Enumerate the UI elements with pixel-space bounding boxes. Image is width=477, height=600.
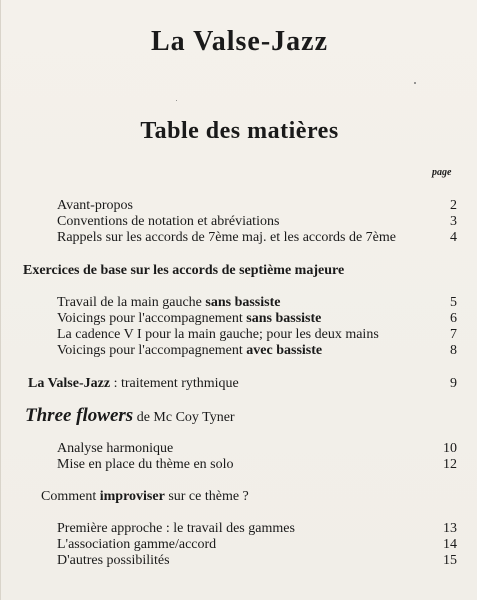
toc-entry-label: L'association gamme/accord: [57, 537, 217, 552]
book-title: La Valse-Jazz: [150, 26, 329, 57]
toc-entry-label: Première approche : le travail des gammes: [57, 521, 295, 536]
section-title-bold: La Valse-Jazz: [28, 376, 111, 391]
entry-emphasis: sans bassiste: [246, 311, 322, 326]
toc-entry-label: [57, 311, 321, 327]
toc-entry-label: [57, 295, 280, 311]
toc-entry-page: 14: [443, 537, 457, 552]
section-title-rest: : traitement rythmique: [110, 376, 239, 391]
toc-entry-label: Conventions de notation et abréviations: [57, 214, 280, 229]
toc-entry-page: 9: [450, 376, 457, 391]
piece-title: Three flowers: [25, 405, 134, 426]
section-title-pre: Comment: [41, 489, 100, 504]
toc-entry-page: 7: [450, 327, 457, 342]
section-heading-three-flowers: [25, 405, 235, 427]
section-heading-valse-jazz: [28, 376, 239, 392]
section-heading-improviser: [41, 489, 249, 505]
toc-entry-page: 5: [450, 295, 457, 310]
entry-text: Travail de la main gauche: [57, 295, 206, 310]
toc-entry-label: [57, 327, 379, 343]
entry-text: La cadence V I pour la main gauche; pour les deux mains: [57, 327, 379, 342]
toc-entry-page: 4: [450, 230, 457, 245]
entry-text: Voicings pour l'accompagnement: [57, 311, 247, 326]
toc-entry-label: Avant-propos: [57, 198, 133, 213]
toc-entry-page: 13: [443, 521, 457, 536]
paper-speck: [176, 100, 177, 101]
section-heading-exercices: Exercices de base sur les accords de septième majeure: [23, 263, 345, 278]
entry-emphasis: avec bassiste: [246, 343, 323, 358]
toc-entry-page: 3: [450, 214, 457, 229]
toc-entry-page: 6: [450, 311, 457, 326]
entry-text: Voicings pour l'accompagnement: [57, 343, 247, 358]
section-title-bold: improviser: [99, 489, 165, 504]
entry-emphasis: sans bassiste: [205, 295, 281, 310]
toc-entry-page: 2: [450, 198, 457, 213]
toc-entry-page: 8: [450, 343, 457, 358]
toc-entry-label: Rappels sur les accords de 7ème maj. et les accords de 7ème: [57, 230, 396, 245]
toc-title: Table des matières: [140, 118, 339, 144]
toc-entry-page: 12: [443, 457, 457, 472]
toc-entry-label: [57, 343, 322, 359]
toc-entry-label: Analyse harmonique: [57, 441, 174, 456]
composer-credit: de Mc Coy Tyner: [133, 410, 235, 425]
toc-entry-page: 15: [443, 553, 457, 568]
paper-speck: [414, 82, 416, 84]
section-title-post: sur ce thème ?: [164, 489, 249, 504]
toc-entry-page: 10: [443, 441, 457, 456]
toc-entry-label: Mise en place du thème en solo: [57, 457, 234, 472]
page-column-header: page: [432, 167, 452, 178]
toc-entry-label: D'autres possibilités: [57, 553, 170, 568]
